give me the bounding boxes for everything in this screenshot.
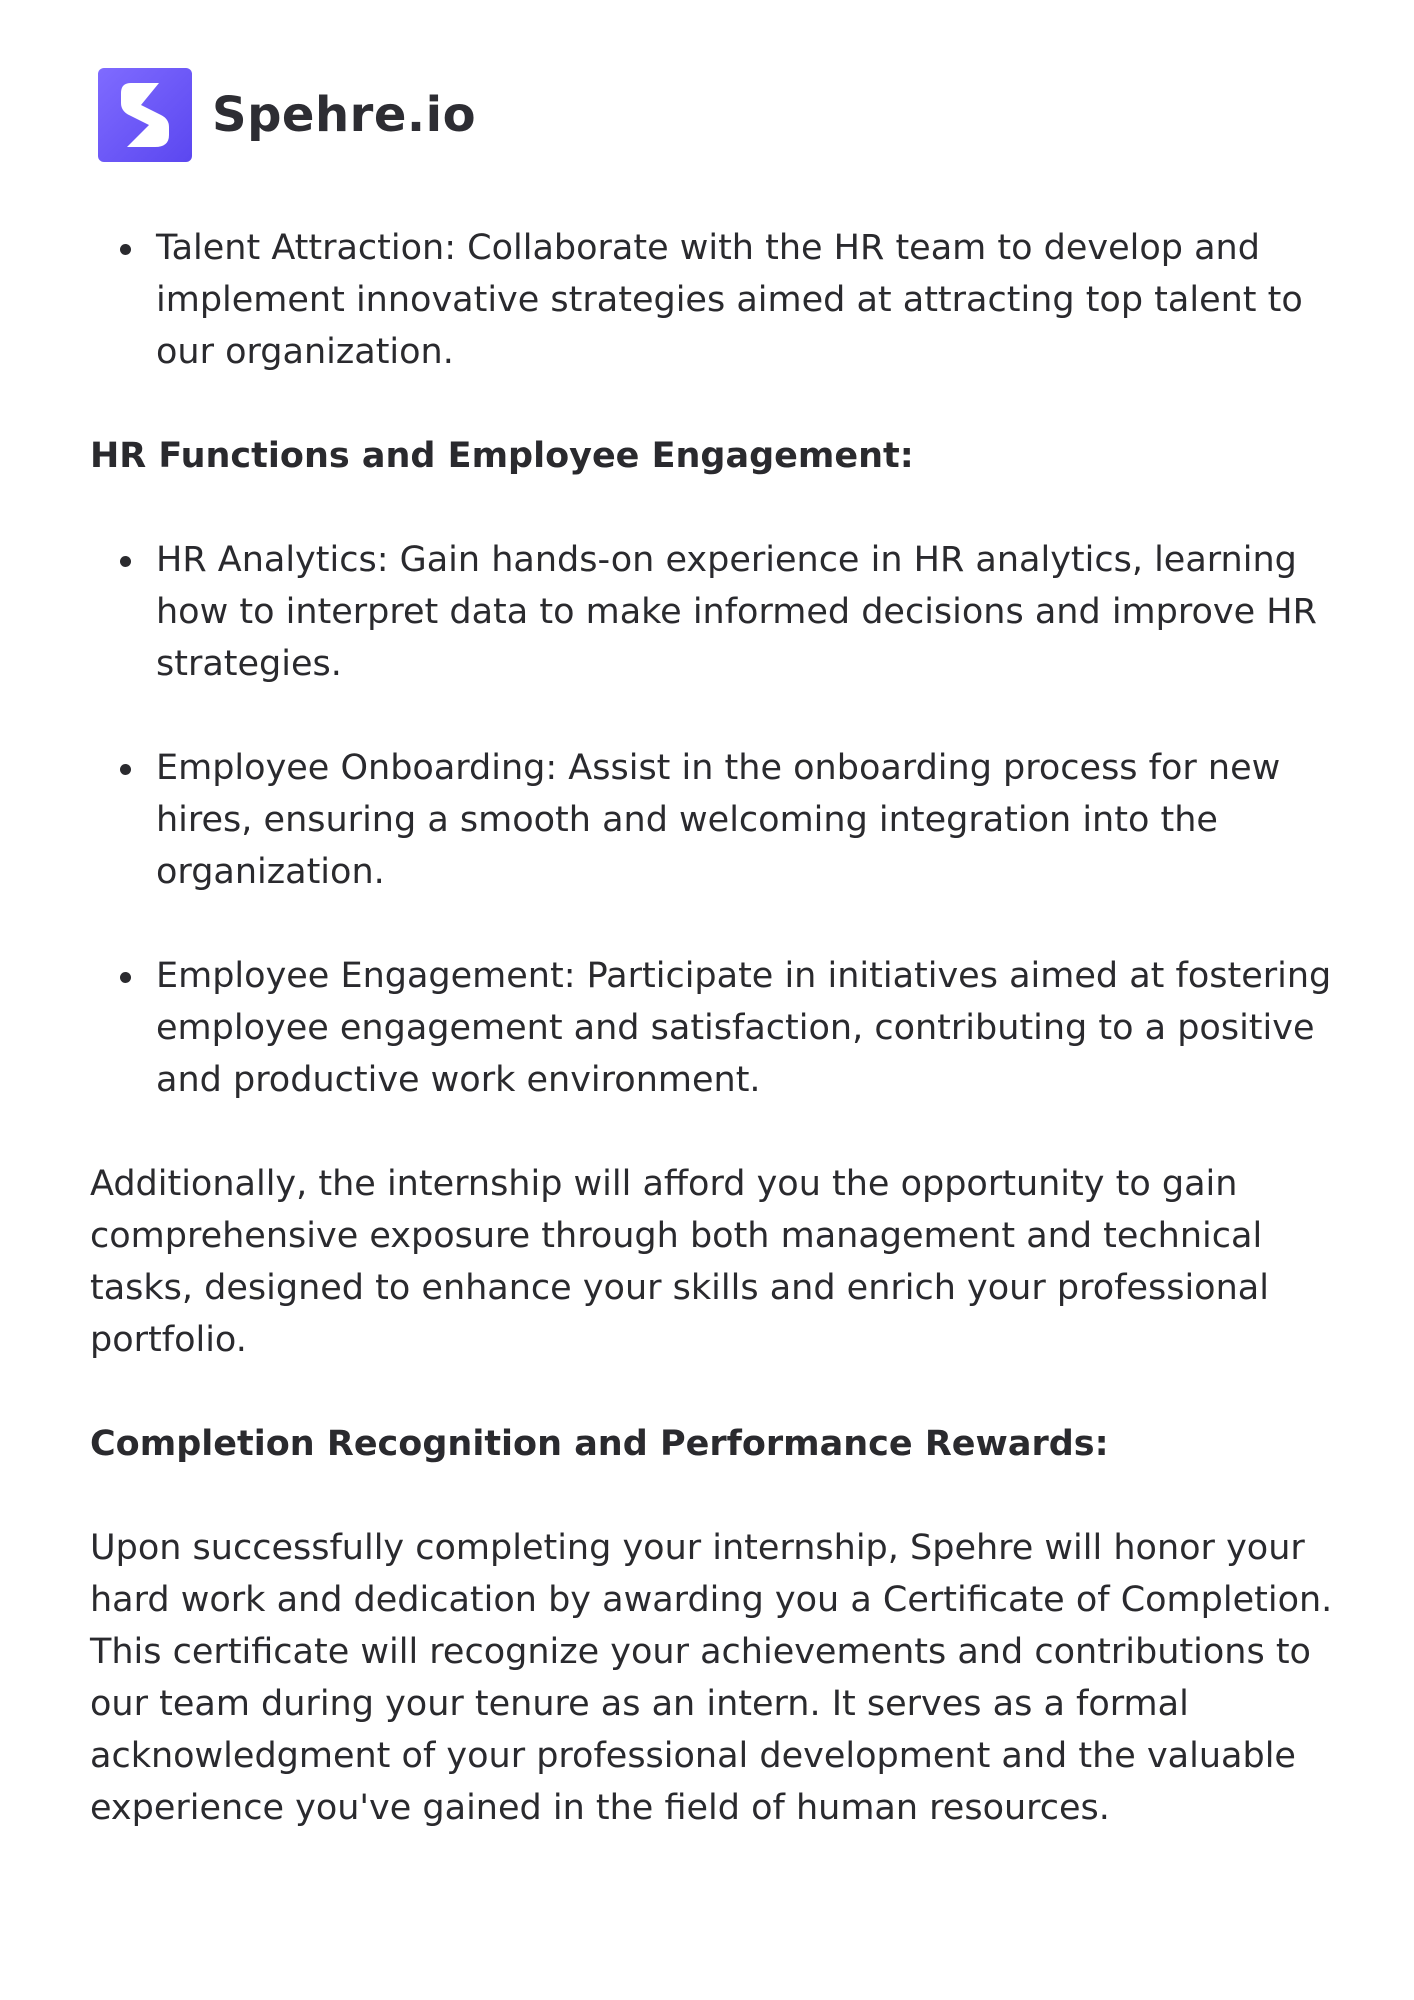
brand-name: Spehre.io [212,87,477,143]
section-heading-hr-functions: HR Functions and Employee Engagement: [90,436,914,476]
talent-list [90,222,1340,378]
s-logo-icon [98,68,192,162]
section-heading-completion: Completion Recognition and Performance Rewards: [90,1424,1109,1464]
hr-functions-list [90,534,1340,1106]
header [98,68,476,162]
list-item: Employee Engagement: Participate in initiatives aimed at fostering employee engagement and satisfaction, contributing to a positive and productive work environment. [90,950,1340,1106]
additional-paragraph: Additionally, the internship will afford you the opportunity to gain comprehensive exposure through both management and technical tasks, designed to enhance your skills and enrich your professional portfolio. [90,1164,1269,1360]
completion-paragraph: Upon successfully completing your internship, Spehre will honor your hard work and dedication by awarding you a Certificate of Completion. This certificate will recognize your achievements and contributions to our team during your tenure as an intern. It serves as a formal acknowledgment of your professional development and the valuable experience you've gained in the field of human resources. [90,1528,1333,1828]
list-item: HR Analytics: Gain hands-on experience in HR analytics, learning how to interpret data to make informed decisions and improve HR strategies. [90,534,1340,690]
list-item: Employee Onboarding: Assist in the onboarding process for new hires, ensuring a smooth and welcoming integration into the organization. [90,742,1340,898]
list-item: Talent Attraction: Collaborate with the HR team to develop and implement innovative strategies aimed at attracting top talent to our organization. [90,222,1340,378]
document-body [90,222,1340,1834]
